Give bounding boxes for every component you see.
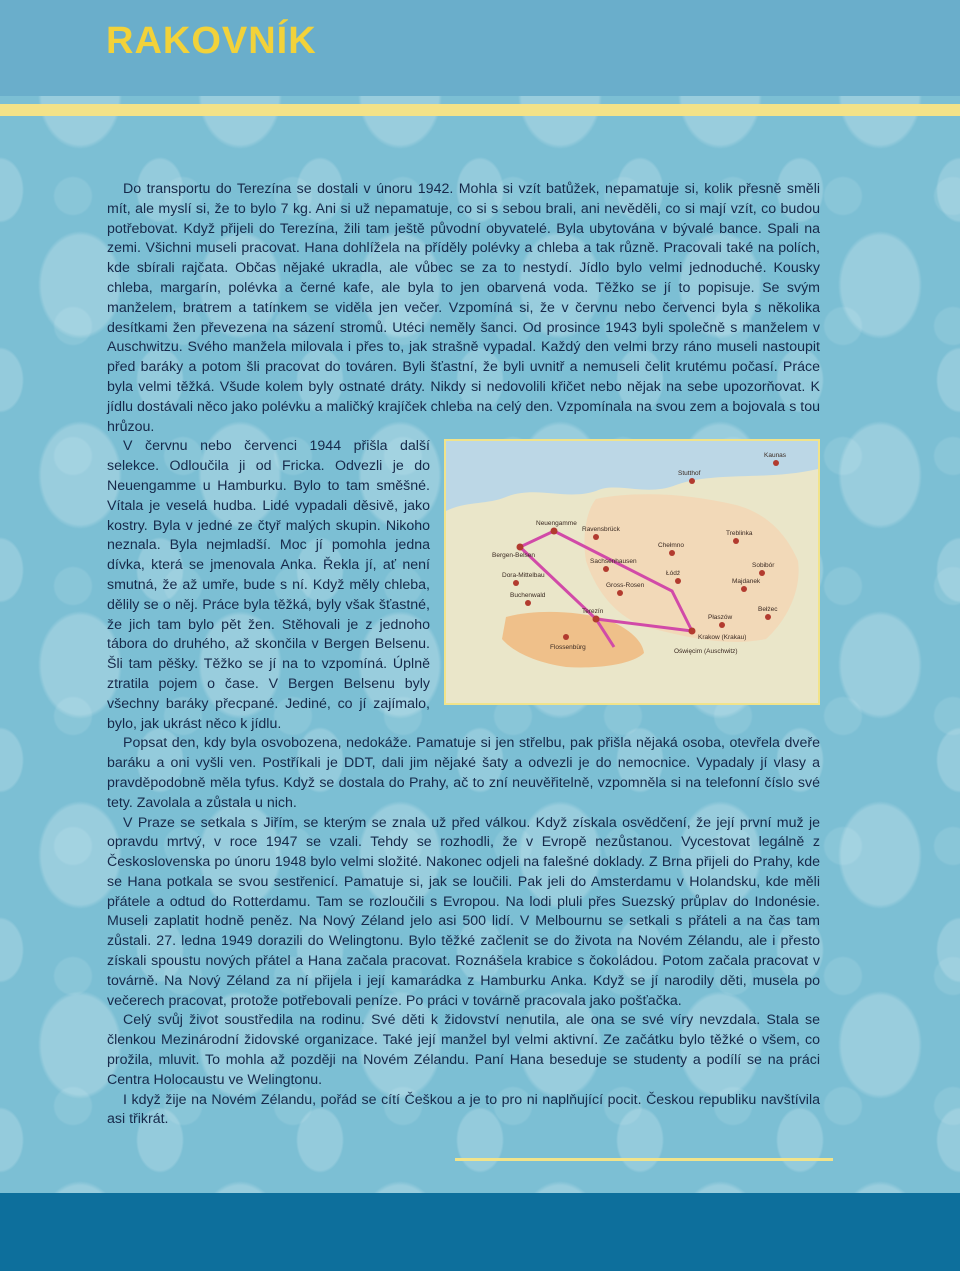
camp-marker [551, 528, 558, 535]
map-label: Sobibór [752, 562, 775, 570]
map-graphic [446, 441, 818, 703]
camp-marker [593, 616, 600, 623]
map-label: Ravensbrück [582, 526, 620, 534]
map-label: Majdanek [732, 578, 761, 586]
camp-marker [593, 534, 599, 540]
map-label: Płaszów [708, 614, 733, 622]
camp-marker [525, 600, 531, 606]
camp-marker [719, 622, 725, 628]
paragraph: Celý svůj život soustředila na rodinu. Své děti k židovství nenutila, ale ona se své víry nevzdala. Stala se členkou Mezinárodní židovské organizace. Také její manžel byl velmi aktivní. Ze začátku bylo těžké o všem, co prožila, mluvit. To mohla až později na Novém Zélandu. Paní Hana beseduje se studenty a podílí se na práci Centra Holocaustu ve Welingtonu. [107, 1012, 820, 1088]
map-label: Łódź [666, 570, 681, 578]
map-label: Dora-Mittelbau [502, 572, 545, 580]
map-label: Buchenwald [510, 592, 546, 600]
camps-map [444, 439, 820, 705]
article-body [107, 180, 820, 1130]
camp-marker [765, 614, 771, 620]
map-label: Oświęcim (Auschwitz) [674, 648, 738, 656]
map-label: Kaunas [764, 452, 787, 460]
camp-marker [689, 478, 695, 484]
map-label: Bełżec [758, 606, 778, 614]
camp-marker [603, 566, 609, 572]
camp-marker [513, 580, 519, 586]
paragraph: I když žije na Novém Zélandu, pořád se cítí Češkou a je to pro ni naplňující pocit. Českou republiku navštívila asi třikrát. [107, 1091, 820, 1128]
page-title: RAKOVNÍK [106, 20, 317, 62]
camp-marker [517, 544, 524, 551]
map-label: Neuengamme [536, 520, 577, 528]
camp-marker [617, 590, 623, 596]
camp-marker [773, 460, 779, 466]
paragraph: V Praze se setkala s Jiřím, se kterým se znala už před válkou. Když získala osvědčení, že její první muž je opravdu mrtvý, v roce 1947 se vzali. Tehdy se rozhodli, že v Evropě nezůstanou. Vycestovat legálně z Československa po únoru 1948 bylo velmi složité. Nakonec odjeli na falešné doklady. Z Brna přijeli do Prahy, kde se Hana potkala se svou sestřenicí. Pamatuje si, jak se loučili. Pak jeli do Amsterdamu v Holandsku, kde měli přátele a odtud do Rotterdamu. Tam se rozloučili s Evropou. Na lodi pluli přes Suezský průplav do Indonésie. Museli zaplatit hodně peněz. Na Nový Zéland jelo asi 500 lidí. V Melbournu se setkali s přáteli a na čas tam zůstali. 27. ledna 1949 dorazili do Welingtonu. Bylo těžké začlenit se do života na Novém Zélandu, ale i přesto získali spoustu nových přátel a Hana začala pracovat. Roznášela krabice s čokoládou. Potom začala pracovat v továrně. Na Nový Zéland za ní přijela i její kamarádka z Hamburku Anka. Když se jí narodily děti, musela po večerech pracovat, protože potřebovali peníze. Po práci v továrně pracovala jako pošťačka. [107, 814, 820, 1009]
footer-rule [455, 1158, 833, 1161]
map-label: Stutthof [678, 470, 701, 478]
map-label: Sachsenhausen [590, 558, 637, 566]
map-label: Terezín [582, 608, 604, 616]
camp-marker [741, 586, 747, 592]
header-rule [0, 104, 960, 116]
map-label: Treblinka [726, 530, 753, 538]
paragraph: V červnu nebo červenci 1944 přišla další selekce. Odloučila ji od Fricka. Odvezli je do Neuengamme u Hamburku. Bylo to tam směšné. Vítala je veselá hudba. Lidé vypadali děsivě, jako kostry. Byla v jedné ze čtyř malých skupin. Nikoho neznala. Byla nejmladší. Moc jí pomohla jedna dívka, která se jmenovala Anka. Řekla jí, ať není smutná, že až umře, bude s ní. Když měly chleba, dělily se o něj. Práce byla těžká, byly však šťastné, že jich tam bylo pět žen. Stěhovali je z jednoho tábora do druhého, až skončila v Bergen Belsenu. Šli tam pěšky. Těžko se jí na to vzpomíná. Úplně ztratila pojem o čase. V Bergen Belsenu byly všechny baráky přecpané. Jediné, co jí zajímalo, bylo, jak ukrást něco k jídlu. [107, 438, 430, 732]
paragraph: Do transportu do Terezína se dostali v únoru 1942. Mohla si vzít batůžek, nepamatuje si, kolik přesně směli mít, ale myslí si, že to bylo 7 kg. Ani si už nepamatuje, co si s sebou brali, ani nevěděli, co si mají vzít, co budou potřebovat. Když přijeli do Terezína, žili tam ještě původní obyvatelé. Byla ubytována v bývalé bance. Spali na zemi. Všichni museli pracovat. Hana dohlížela na příděly polévky a chleba a tak různě. Pracovali také na polích, kde sbírali rajčata. Občas nějaké ukradla, ale vůbec se za to nestydí. Jídlo bylo velmi jednoduché. Kousky chleba, margarín, polévka a černé kafe, ale byla to jen obarvená voda. Těžko se jí to popisuje. Se svým manželem, bratrem a tatínkem se viděla jen večer. Vzpomíná si, že v červnu nebo červenci byla s několika desítkami žen převezena na sázení stromů. Utéci neměly šanci. Od prosince 1943 byli společně s manželem v Auschwitzu. Svého manžela milovala i přes to, jak strašně vypadal. Každý den velmi brzy ráno museli nastoupit před baráky a potom šli pracovat do továren. Byli šťastní, že byli uvnitř a nemuseli čelit krutému počasí. Práce byla velmi těžká. Všude kolem byly ostnaté dráty. Nikdy si nedovolili křičet nebo nějak na sebe upozorňovat. K jídlu dostávali něco jako polévku a maličký krajíček chleba na celý den. Vzpomínala na svou zem a bojovala s tou hrůzou. [107, 181, 820, 435]
map-label: Gross-Rosen [606, 582, 645, 590]
map-label: Krakow (Krakau) [698, 634, 747, 642]
camp-marker [733, 538, 739, 544]
header-band [0, 0, 960, 96]
camp-marker [689, 628, 696, 635]
footer-band [0, 1193, 960, 1271]
camp-marker [675, 578, 681, 584]
paragraph: Popsat den, kdy byla osvobozena, nedokáže. Pamatuje si jen střelbu, pak přišla nějaká osoba, otevřela dveře baráku a oni vyšli ven. Postříkali je DDT, dali jim nějaké šaty a odvezli je do nemocnice. Vypadaly jí vlasy a pravděpodobně měla tyfus. Když se dostala do Prahy, ač to zní neuvěřitelně, vzpomněla si na telefonní číslo své tety. Zavolala a zůstala u nich. [107, 735, 820, 811]
camp-marker [563, 634, 569, 640]
map-label: Chełmno [658, 542, 685, 550]
map-label: Bergen-Belsen [492, 552, 535, 560]
camp-marker [669, 550, 675, 556]
camp-marker [759, 570, 765, 576]
map-label: Flossenbürg [550, 644, 586, 652]
